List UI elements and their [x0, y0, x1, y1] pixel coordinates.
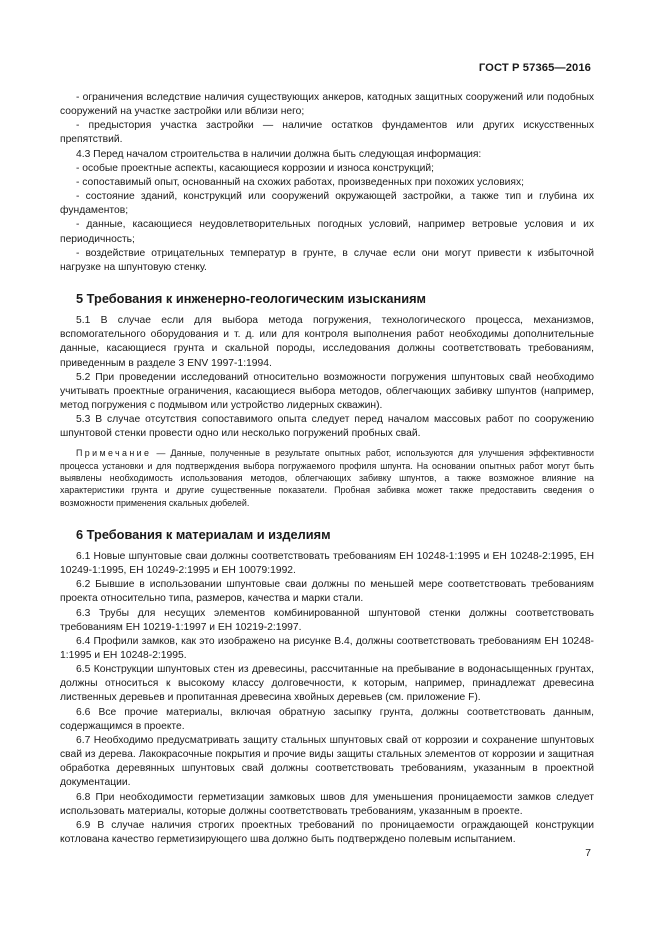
clause-6-5: 6.5 Конструкции шпунтовых стен из древесины, рассчитанные на пребывание в водонасыщенных грунтах, должны относиться к высокому классу долговечности, к которым, например, принадлежат древесина лиственных деревьев и пропитанная древесина хвойных деревьев (см. приложение F). — [60, 664, 594, 704]
list-item: - воздействие отрицательных температур в грунте, в случае если они могут привести к избыточной нагрузке на шпунтовую стенку. — [60, 247, 594, 273]
clause-6-7: 6.7 Необходимо предусматривать защиту стальных шпунтовых свай от коррозии и сохранение шпунтовых свай из дерева. Лакокрасочные покрытия и прочие виды защиты стальных элементов от коррозии и защитная обработка деревянных шпунтовых свай должны соответствовать требованиям, указанным в проектной документации. — [60, 734, 594, 789]
section-5-heading: 5 Требования к инженерно-геологическим изысканиям — [76, 291, 427, 307]
page-number: 7 — [585, 848, 591, 859]
clause-6-6: 6.6 Все прочие материалы, включая обратную засыпку грунта, должны соответствовать данным, содержащимся в проекте. — [60, 706, 594, 732]
page-body — [60, 91, 594, 847]
clause-5-3: 5.3 В случае отсутствия сопоставимого опыта следует перед началом массовых работ по сооружению шпунтовой стенки провести одно или несколько погружений пробных свай. — [60, 414, 594, 440]
list-item: - сопоставимый опыт, основанный на схожих работах, произведенных при похожих условиях; — [76, 176, 524, 188]
note-text: — Данные, полученные в результате опытных работ, используются для улучшения эффективности процесса установки и для подтверждения выбора погружаемого профиля шпунта. На основании опытных работ могут быть выявлены необходимость использования методов, облегчающих забивку шпунтов, а также возможное влияние на характеристики грунта и другие существенные показатели. Пробная забивка может также предоставить сведения о возможности применения скальных дюбелей. — [60, 448, 594, 508]
section-6-heading: 6 Требования к материалам и изделиям — [76, 526, 331, 542]
clause-5-2: 5.2 При проведении исследований относительно возможности погружения шпунтовых свай необходимо учитывать проектные ограничения, касающиеся выбора методов, облегчающих забивку шпунтов (например, метод погружения с подмывом или устройство лидерных скважин). — [60, 371, 594, 411]
note-label: Примечание — [76, 448, 152, 459]
list-item: - особые проектные аспекты, касающиеся коррозии и износа конструкций; — [76, 162, 435, 174]
list-item: - состояние зданий, конструкций или сооружений окружающей застройки, а также тип и глубина их фундаментов; — [60, 191, 594, 217]
note — [60, 447, 594, 508]
clause-6-9: 6.9 В случае наличия строгих проектных требований по проницаемости ограждающей конструкции котлована качество герметизирующего шва должно быть подтверждено полевым испытанием. — [60, 819, 594, 846]
document-id-header: ГОСТ Р 57365—2016 — [478, 62, 591, 74]
clause-4-3: 4.3 Перед началом строительства в наличии должна быть следующая информация: — [76, 148, 482, 160]
clause-6-8: 6.8 При необходимости герметизации замковых швов для уменьшения проницаемости замков следует использовать материалы, которые должны соответствовать требованиям, указанным в проекте. — [60, 791, 594, 817]
clause-6-1: 6.1 Новые шпунтовые сваи должны соответствовать требованиям ЕН 10248-1:1995 и ЕН 10248-2:1995, ЕН 10249-1:1995, ЕН 10249-2:1995 и ЕН 10079:1992. — [60, 550, 594, 577]
list-item: - ограничения вследствие наличия существующих анкеров, катодных защитных сооружений или подобных сооружений на участке застройки или вблизи него; — [60, 92, 594, 118]
list-item: - предыстория участка застройки — наличие остатков фундаментов или других искусственных препятствий. — [60, 120, 594, 146]
clause-5-1: 5.1 В случае если для выбора метода погружения, технологического процесса, механизмов, вспомогательного оборудования и т. д. или для контроля выполнения работ необходимы дополнительные данные, касающиеся грунта и скальной породы, исследования должны соответствовать требованиям, приведенным в разделе 3 ENV 1997-1:1994. — [60, 315, 594, 369]
clause-6-4: 6.4 Профили замков, как это изображено на рисунке В.4, должны соответствовать требованиям ЕН 10248-1:1995 и ЕН 10248-2:1995. — [60, 635, 594, 662]
clause-6-2: 6.2 Бывшие в использовании шпунтовые сваи должны по меньшей мере соответствовать требованиям проекта относительно типа, размеров, качества и марки стали. — [60, 579, 594, 605]
list-item: - данные, касающиеся неудовлетворительных погодных условий, например ветровые условия и их периодичность; — [60, 219, 594, 245]
clause-6-3: 6.3 Трубы для несущих элементов комбинированной шпунтовой стенки должны соответствовать требованиям ЕН 10219-1:1997 и ЕН 10219-2:1997. — [60, 607, 594, 633]
